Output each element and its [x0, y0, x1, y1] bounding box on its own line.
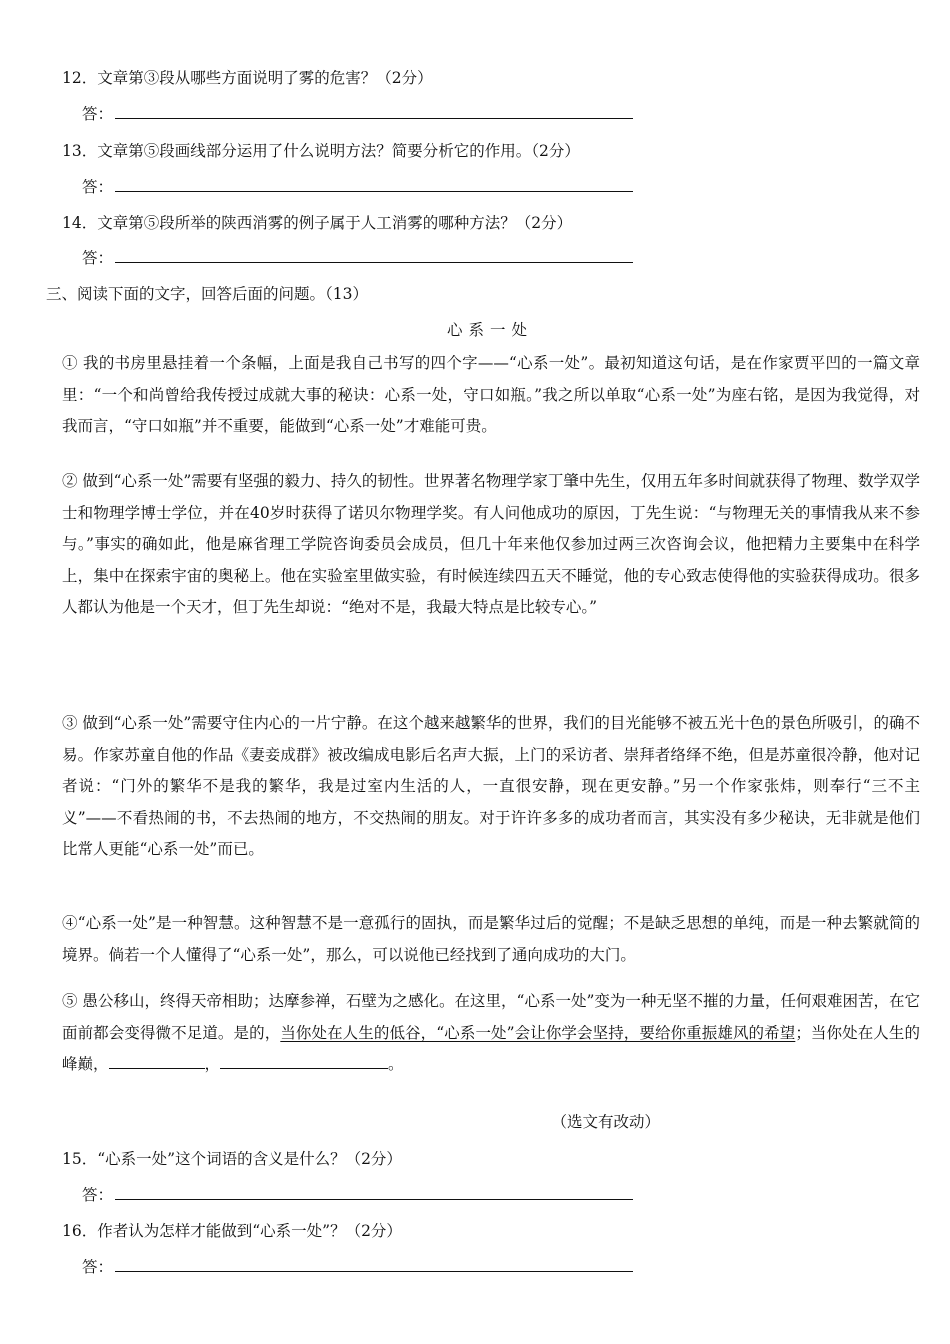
- answer-underline: [115, 248, 633, 263]
- question-13: 13．文章第⑤段画线部分运用了什么说明方法？简要分析它的作用。（2分）: [62, 142, 580, 160]
- fill-blank-1[interactable]: [109, 1054, 205, 1069]
- question-12: 12．文章第③段从哪些方面说明了雾的危害？（2分）: [62, 69, 433, 87]
- question-16: 16．作者认为怎样才能做到“心系一处”？（2分）: [62, 1222, 402, 1240]
- article-title: 心系一处: [446, 321, 533, 339]
- question-14: 14．文章第⑤段所举的陕西消雾的例子属于人工消雾的哪种方法？（2分）: [62, 214, 573, 232]
- answer-label: 答：: [82, 178, 114, 196]
- answer-line-12[interactable]: [82, 102, 633, 124]
- paragraph-5: [46, 986, 920, 1081]
- para5-underlined-sentence: 当你处在人生的低谷，“心系一处”会让你学会坚持，要给你重振雄风的希望: [280, 1023, 796, 1042]
- para5-after: ；当你处在人生的峰巅，: [62, 1023, 920, 1073]
- answer-underline: [115, 1185, 633, 1200]
- answer-label: 答：: [82, 105, 114, 123]
- source-note: （选文有改动）: [551, 1113, 660, 1131]
- question-15: 15．“心系一处”这个词语的含义是什么？（2分）: [62, 1150, 402, 1168]
- answer-underline: [115, 177, 633, 192]
- paragraph-3: ③ 做到“心系一处”需要守住内心的一片宁静。在这个越来越繁华的世界，我们的目光能够不被五光十色的景色所吸引，的确不易。作家苏童自他的作品《妻妾成群》被改编成电影后名声大振，上门的采访者、崇拜者络绎不绝，但是苏童很冷静，他对记者说：“门外的繁华不是我的繁华，我是过室内生活的人，一直很安静，现在更安静。”另一个作家张炜，则奉行“三不主义”——不看热闹的书，不去热闹的地方，不交热闹的朋友。对于许许多多的成功者而言，其实没有多少秘诀，无非就是他们比常人更能“心系一处”而已。: [62, 714, 920, 858]
- answer-underline: [115, 104, 633, 119]
- answer-line-13[interactable]: [82, 175, 633, 197]
- paragraph-4: ④“心系一处”是一种智慧。这种智慧不是一意孤行的固执，而是繁华过后的觉醒；不是缺乏思想的单纯，而是一种去繁就简的境界。倘若一个人懂得了“心系一处”，那么，可以说他已经找到了通向成功的大门。: [62, 914, 920, 964]
- answer-line-15[interactable]: [82, 1183, 633, 1205]
- answer-line-16[interactable]: [82, 1255, 633, 1277]
- para5-comma: ，: [204, 1055, 221, 1073]
- para5-start: ⑤ 愚公移山，终得天帝相助；达摩参禅，石壁为之感化。在这里，“心系一处”变为一种无坚不摧的力量，任何艰难困苦，在它面前都会变得微不足道。是的，: [62, 992, 920, 1042]
- fill-blank-2[interactable]: [220, 1054, 388, 1069]
- para5-end: 。: [388, 1055, 404, 1073]
- answer-underline: [115, 1257, 633, 1272]
- answer-label: 答：: [82, 1186, 114, 1204]
- paragraph-2: ② 做到“心系一处”需要有坚强的毅力、持久的韧性。世界著名物理学家丁肇中先生，仅用五年多时间就获得了物理、数学双学士和物理学博士学位，并在40岁时获得了诺贝尔物理学奖。有人问他成功的原因，丁先生说：“与物理无关的事情我从来不参与。”事实的确如此，他是麻省理工学院咨询委员会成员，但几十年来他仅参加过两三次咨询会议，他把精力主要集中在科学上，集中在探索宇宙的奥秘上。他在实验室里做实验，有时候连续四五天不睡觉，他的专心致志使得他的实验获得成功。很多人都认为他是一个天才，但丁先生却说：“绝对不是，我最大特点是比较专心。”: [62, 472, 920, 616]
- answer-label: 答：: [82, 249, 114, 267]
- paragraph-1: ① 我的书房里悬挂着一个条幅，上面是我自己书写的四个字——“心系一处”。最初知道这句话，是在作家贾平凹的一篇文章里：“一个和尚曾给我传授过成就大事的秘诀：心系一处，守口如瓶。”我之所以单取“心系一处”为座右铭，是因为我觉得，对我而言，“守口如瓶”并不重要，能做到“心系一处”才难能可贵。: [62, 354, 920, 435]
- answer-label: 答：: [82, 1258, 114, 1276]
- section-three-heading: 三、阅读下面的文字，回答后面的问题。（13）: [46, 285, 368, 303]
- answer-line-14[interactable]: [82, 246, 633, 268]
